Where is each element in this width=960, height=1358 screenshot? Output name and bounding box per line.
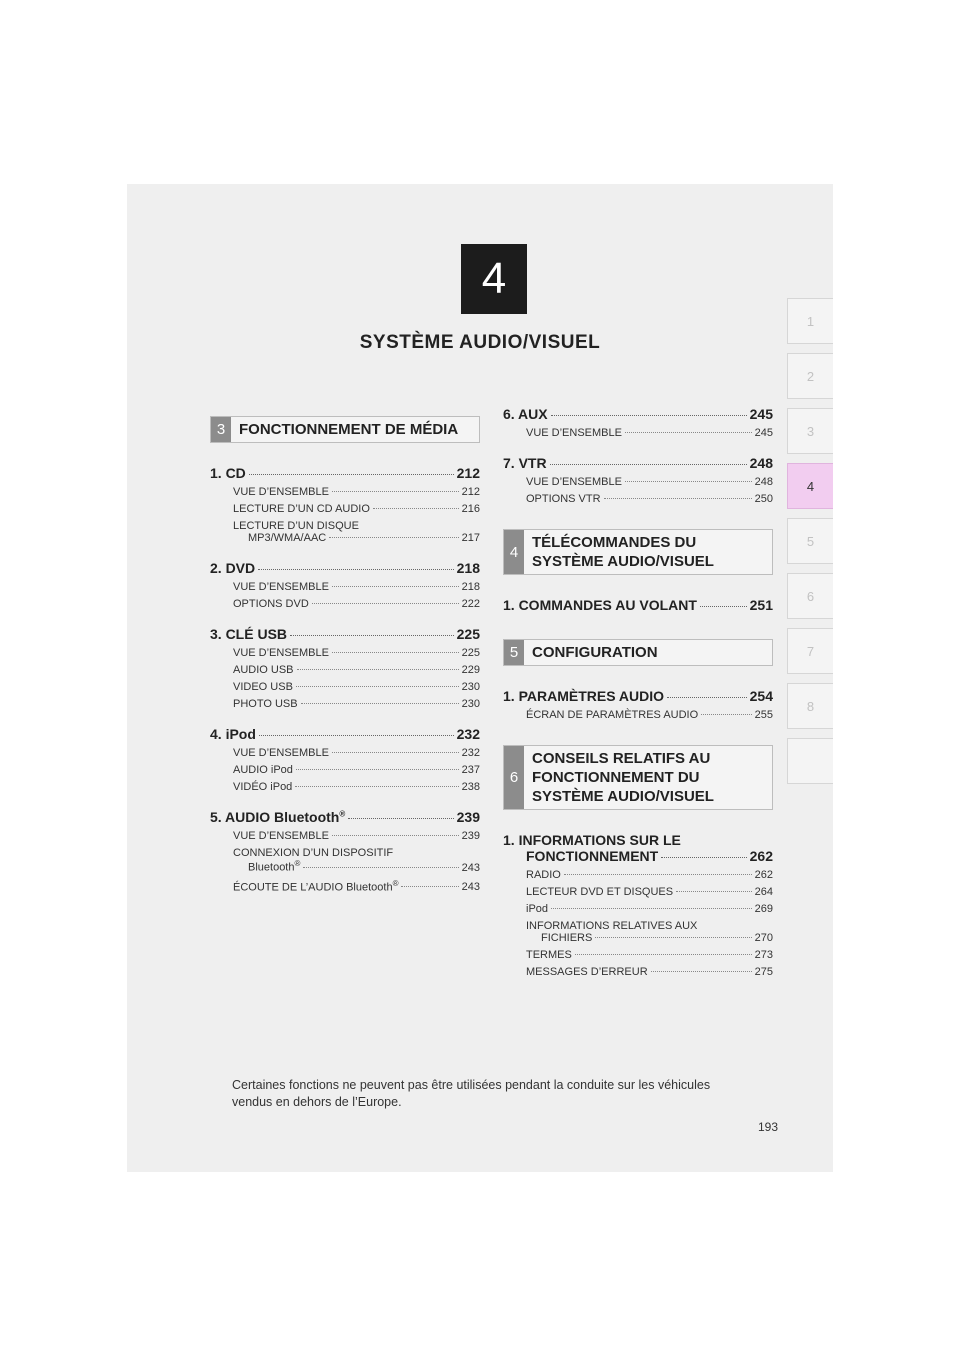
- tab-4[interactable]: 4: [787, 463, 833, 509]
- toc-sub[interactable]: MESSAGES D’ERREUR 275: [526, 966, 773, 978]
- toc-right-column: [503, 406, 773, 978]
- chapter-title: SYSTÈME AUDIO/VISUEL: [359, 332, 601, 353]
- toc-sub[interactable]: LECTURE D’UN DISQUE MP3/WMA/AAC 217: [233, 520, 480, 544]
- section-number: 5: [504, 640, 524, 665]
- toc-sub[interactable]: VIDEO USB 230: [233, 681, 480, 693]
- toc-left-column: [210, 416, 480, 893]
- toc-sub[interactable]: VUE D’ENSEMBLE 232: [233, 747, 480, 759]
- toc-sub[interactable]: TERMES 273: [526, 949, 773, 961]
- toc-sub[interactable]: CONNEXION D’UN DISPOSITIF Bluetooth® 243: [233, 847, 480, 874]
- toc-entry-dvd[interactable]: 2. DVD 218: [210, 560, 480, 576]
- footnote: Certaines fonctions ne peuvent pas être utilisées pendant la conduite sur les véhicules vendus en dehors de l’Europe.: [232, 1078, 711, 1109]
- toc-entry-usb[interactable]: 3. CLÉ USB 225: [210, 626, 480, 642]
- tab-5[interactable]: 5: [787, 518, 833, 564]
- toc-sub[interactable]: PHOTO USB 230: [233, 698, 480, 710]
- toc-sub[interactable]: VUE D’ENSEMBLE 245: [526, 427, 773, 439]
- section-header-4: [503, 529, 773, 575]
- toc-sub[interactable]: VIDÉO iPod 238: [233, 781, 480, 793]
- toc-sub[interactable]: INFORMATIONS RELATIVES AUX FICHIERS 270: [526, 920, 773, 944]
- toc-sub[interactable]: ÉCRAN DE PARAMÈTRES AUDIO 255: [526, 709, 773, 721]
- tab-3[interactable]: 3: [787, 408, 833, 454]
- tab-6[interactable]: 6: [787, 573, 833, 619]
- toc-entry-audio-settings[interactable]: 1. PARAMÈTRES AUDIO 254: [503, 688, 773, 704]
- toc-entry-bluetooth[interactable]: 5. AUDIO Bluetooth® 239: [210, 809, 480, 825]
- page-number: 193: [758, 1120, 779, 1134]
- toc-entry-steering[interactable]: 1. COMMANDES AU VOLANT 251: [503, 597, 773, 613]
- toc-sub[interactable]: ÉCOUTE DE L’AUDIO Bluetooth® 243: [233, 878, 480, 894]
- toc-entry-ipod[interactable]: 4. iPod 232: [210, 726, 480, 742]
- chapter-tabs: [787, 298, 833, 793]
- toc-entry-vtr[interactable]: 7. VTR 248: [503, 455, 773, 471]
- toc-sub[interactable]: VUE D’ENSEMBLE 225: [233, 647, 480, 659]
- section-header-3: [210, 416, 480, 443]
- toc-sub[interactable]: VUE D’ENSEMBLE 239: [233, 830, 480, 842]
- section-number: 3: [211, 417, 231, 442]
- section-number: 6: [504, 746, 524, 809]
- tab-2[interactable]: 2: [787, 353, 833, 399]
- toc-entry-info[interactable]: 1. INFORMATIONS SUR LE FONCTIONNEMENT 262: [503, 832, 773, 864]
- toc-entry-cd[interactable]: 1. CD 212: [210, 465, 480, 481]
- tab-1[interactable]: 1: [787, 298, 833, 344]
- toc-sub[interactable]: AUDIO iPod 237: [233, 764, 480, 776]
- toc-entry-aux[interactable]: 6. AUX 245: [503, 406, 773, 422]
- toc-sub[interactable]: LECTURE D’UN CD AUDIO 216: [233, 503, 480, 515]
- tab-7[interactable]: 7: [787, 628, 833, 674]
- tab-8[interactable]: 8: [787, 683, 833, 729]
- section-title: CONSEILS RELATIFS AU FONCTIONNEMENT DU SYSTÈME AUDIO/VISUEL: [532, 750, 714, 805]
- section-title: CONFIGURATION: [532, 644, 658, 661]
- section-header-5: [503, 639, 773, 666]
- toc-sub[interactable]: OPTIONS VTR 250: [526, 493, 773, 505]
- section-header-6: [503, 745, 773, 810]
- toc-sub[interactable]: LECTEUR DVD ET DISQUES 264: [526, 886, 773, 898]
- toc-sub[interactable]: RADIO 262: [526, 869, 773, 881]
- toc-sub[interactable]: OPTIONS DVD 222: [233, 598, 480, 610]
- tab-blank: [787, 738, 833, 784]
- section-title: TÉLÉCOMMANDES DU SYSTÈME AUDIO/VISUEL: [532, 534, 714, 570]
- toc-sub[interactable]: AUDIO USB 229: [233, 664, 480, 676]
- toc-sub[interactable]: VUE D’ENSEMBLE 218: [233, 581, 480, 593]
- section-title: FONCTIONNEMENT DE MÉDIA: [239, 421, 459, 438]
- toc-sub[interactable]: VUE D’ENSEMBLE 212: [233, 486, 480, 498]
- toc-sub[interactable]: iPod 269: [526, 903, 773, 915]
- toc-sub[interactable]: VUE D’ENSEMBLE 248: [526, 476, 773, 488]
- chapter-number: 4: [461, 244, 527, 314]
- section-number: 4: [504, 530, 524, 574]
